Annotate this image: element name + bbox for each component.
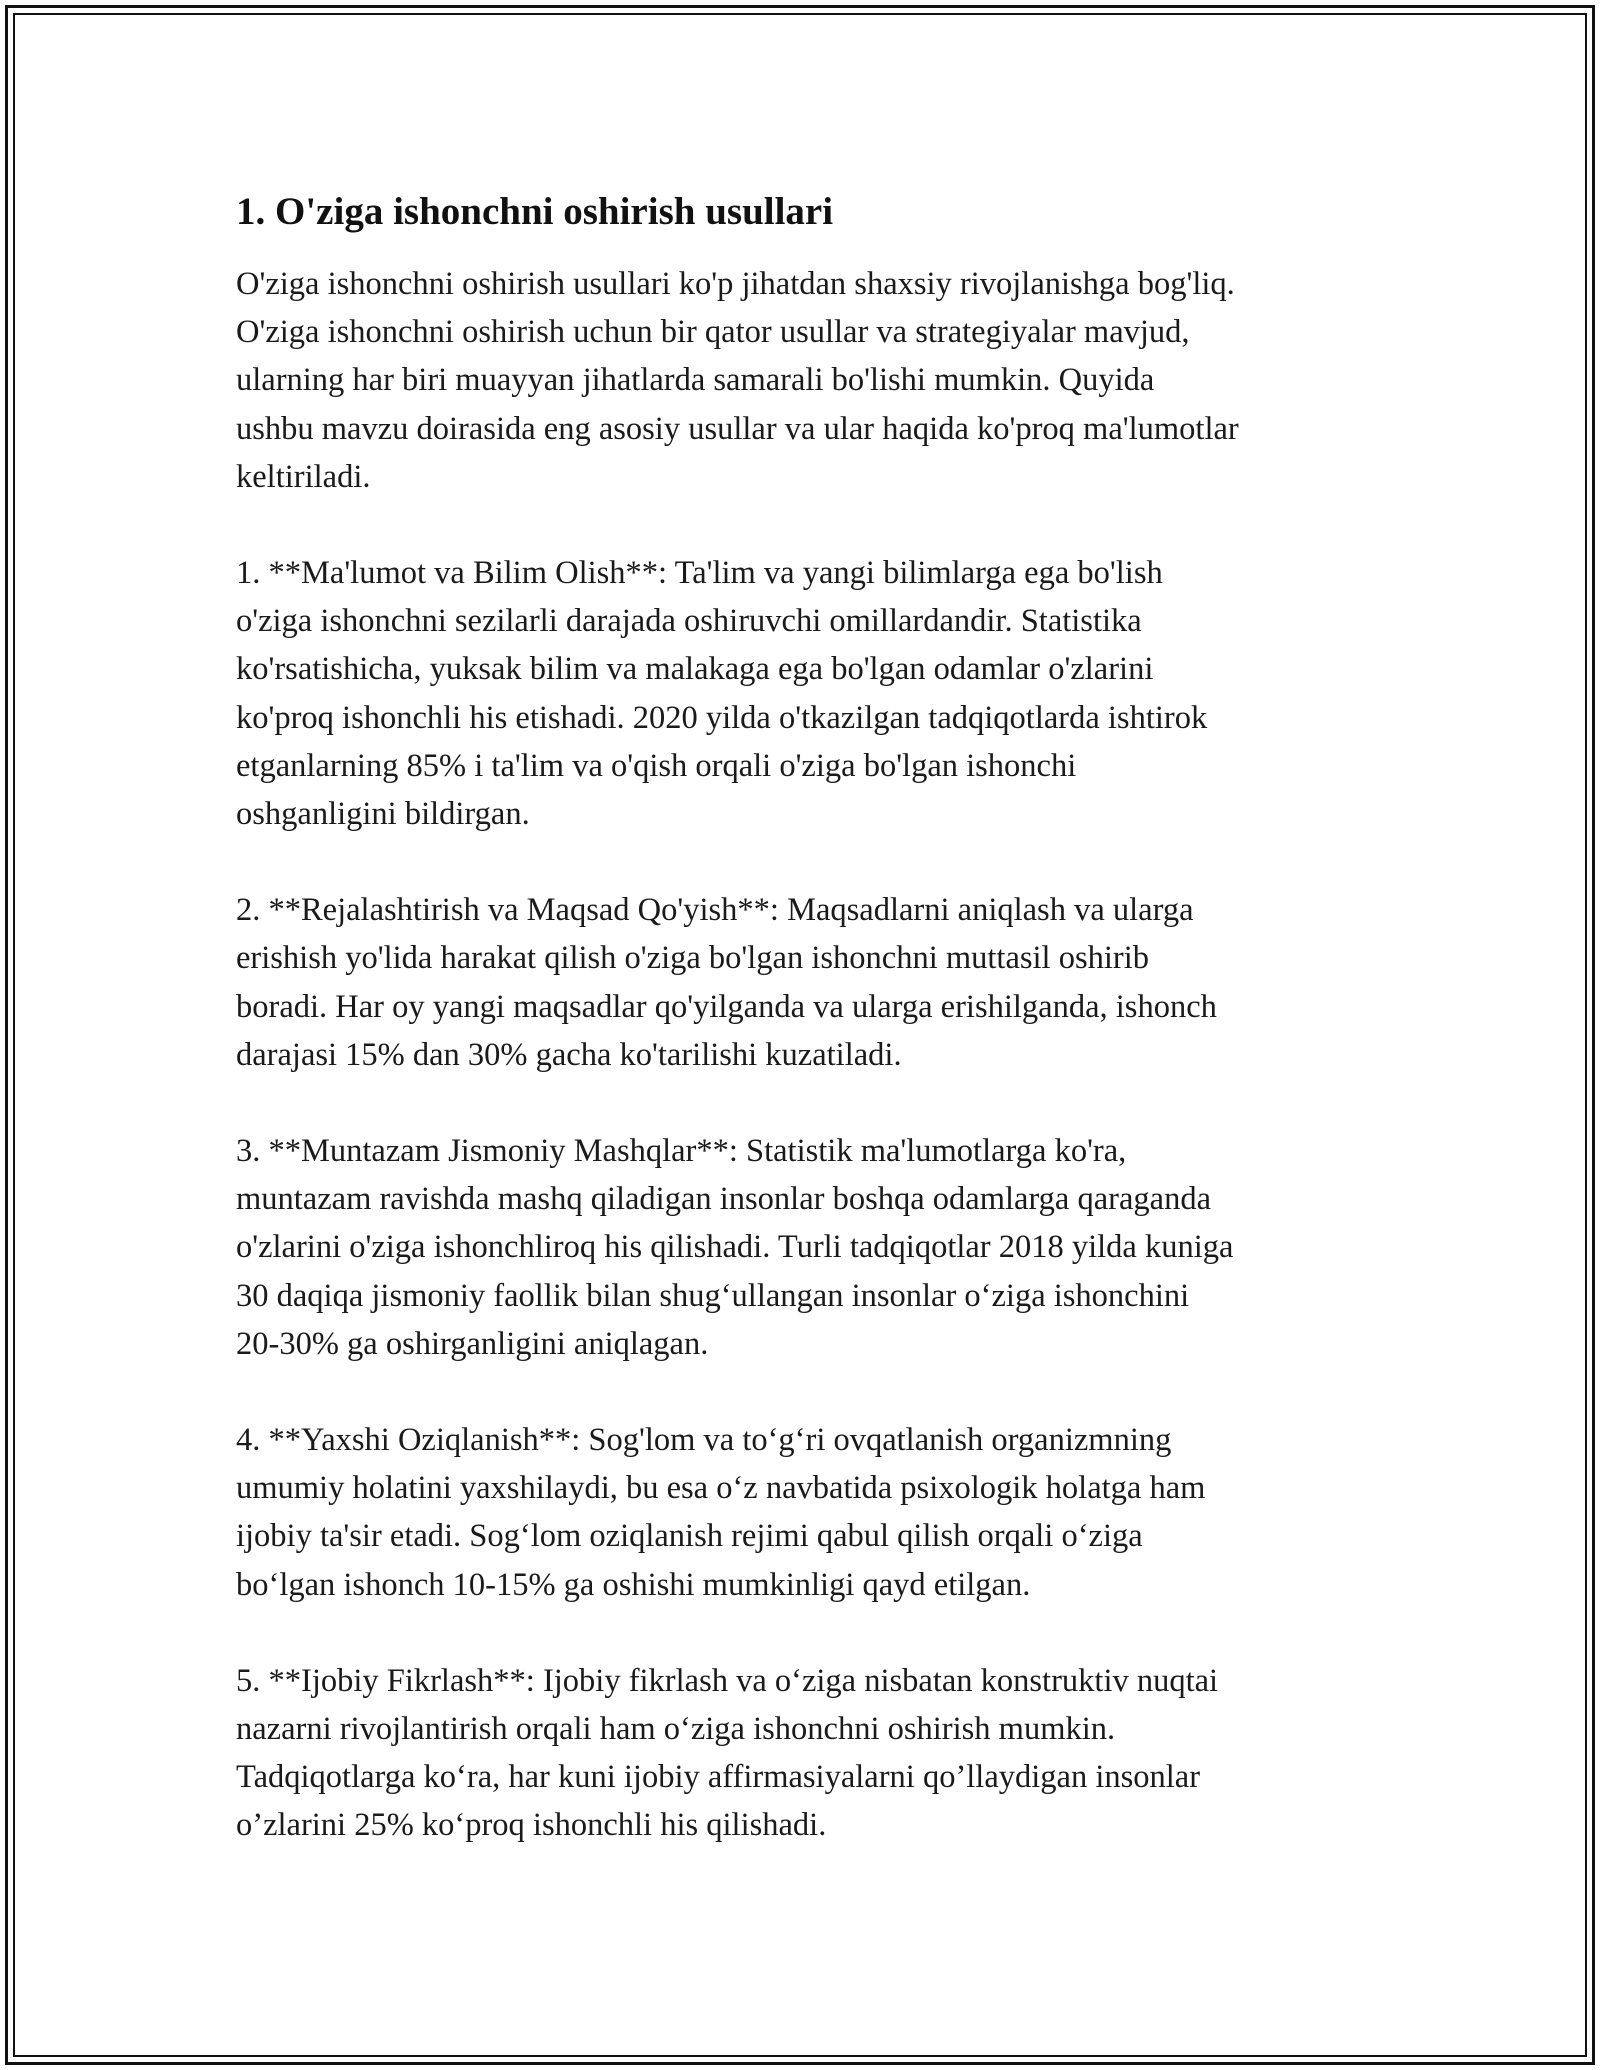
list-item-5: 5. **Ijobiy Fikrlash**: Ijobiy fikrlash va o‘ziga nisbatan konstruktiv nuqtai nazarni rivojlantirish orqali ham o‘ziga ishonchni oshirish mumkin. Tadqiqotlarga ko‘ra, har kuni ijobiy affirmasiyalarni qo’llaydigan insonlar o’zlarini 25% ko‘proq ishonchli his qilishadi.	[236, 1662, 1219, 1844]
document-title: 1. O'ziga ishonchni oshirish usullari	[236, 190, 834, 233]
intro-paragraph: O'ziga ishonchni oshirish usullari ko'p jihatdan shaxsiy rivojlanishga bog'liq. O'ziga ishonchni oshirish uchun bir qator usullar va strategiyalar mavjud, ularning har biri muayyan jihatlarda samarali bo'lishi mumkin. Quyida ushbu mavzu doirasida eng asosiy usullar va ular haqida ko'proq ma'lumotlar keltiriladi.	[236, 266, 1239, 495]
list-item-2: 2. **Rejalashtirish va Maqsad Qo'yish**: Maqsadlarni aniqlash va ularga erishish yo'lida harakat qilish o'ziga bo'lgan ishonchni muttasil oshirib boradi. Har oy yangi maqsadlar qo'yilganda va ularga erishilganda, ishonch darajasi 15% dan 30% gacha ko'tarilishi kuzatiladi.	[236, 892, 1217, 1073]
list-item-1: 1. **Ma'lumot va Bilim Olish**: Ta'lim va yangi bilimlarga ega bo'lish o'ziga ishonchni sezilarli darajada oshiruvchi omillardandir. Statistika ko'rsatishicha, yuksak bilim va malakaga ega bo'lgan odamlar o'zlarini ko'proq ishonchli his etishadi. 2020 yilda o'tkazilgan tadqiqotlarda ishtirok etganlarning 85% i ta'lim va o'qish orqali o'ziga bo'lgan ishonchi oshganligini bildirgan.	[236, 555, 1208, 833]
list-item-4: 4. **Yaxshi Oziqlanish**: Sog'lom va to‘g‘ri ovqatlanish organizmning umumiy holatini yaxshilaydi, bu esa o‘z navbatida psixologik holatga ham ijobiy ta'sir etadi. Sog‘lom oziqlanish rejimi qabul qilish orqali o‘ziga bo‘lgan ishonch 10-15% ga oshishi mumkinligi qayd etilgan.	[236, 1422, 1206, 1603]
list-item-3: 3. **Muntazam Jismoniy Mashqlar**: Statistik ma'lumotlarga ko'ra, muntazam ravishda mashq qiladigan insonlar boshqa odamlarga qaraganda o'zlarini o'ziga ishonchliroq his qilishadi. Turli tadqiqotlar 2018 yilda kuniga 30 daqiqa jismoniy faollik bilan shug‘ullangan insonlar o‘ziga ishonchini 20-30% ga oshirganligini aniqlagan.	[236, 1133, 1234, 1362]
document-body	[236, 186, 1406, 1898]
